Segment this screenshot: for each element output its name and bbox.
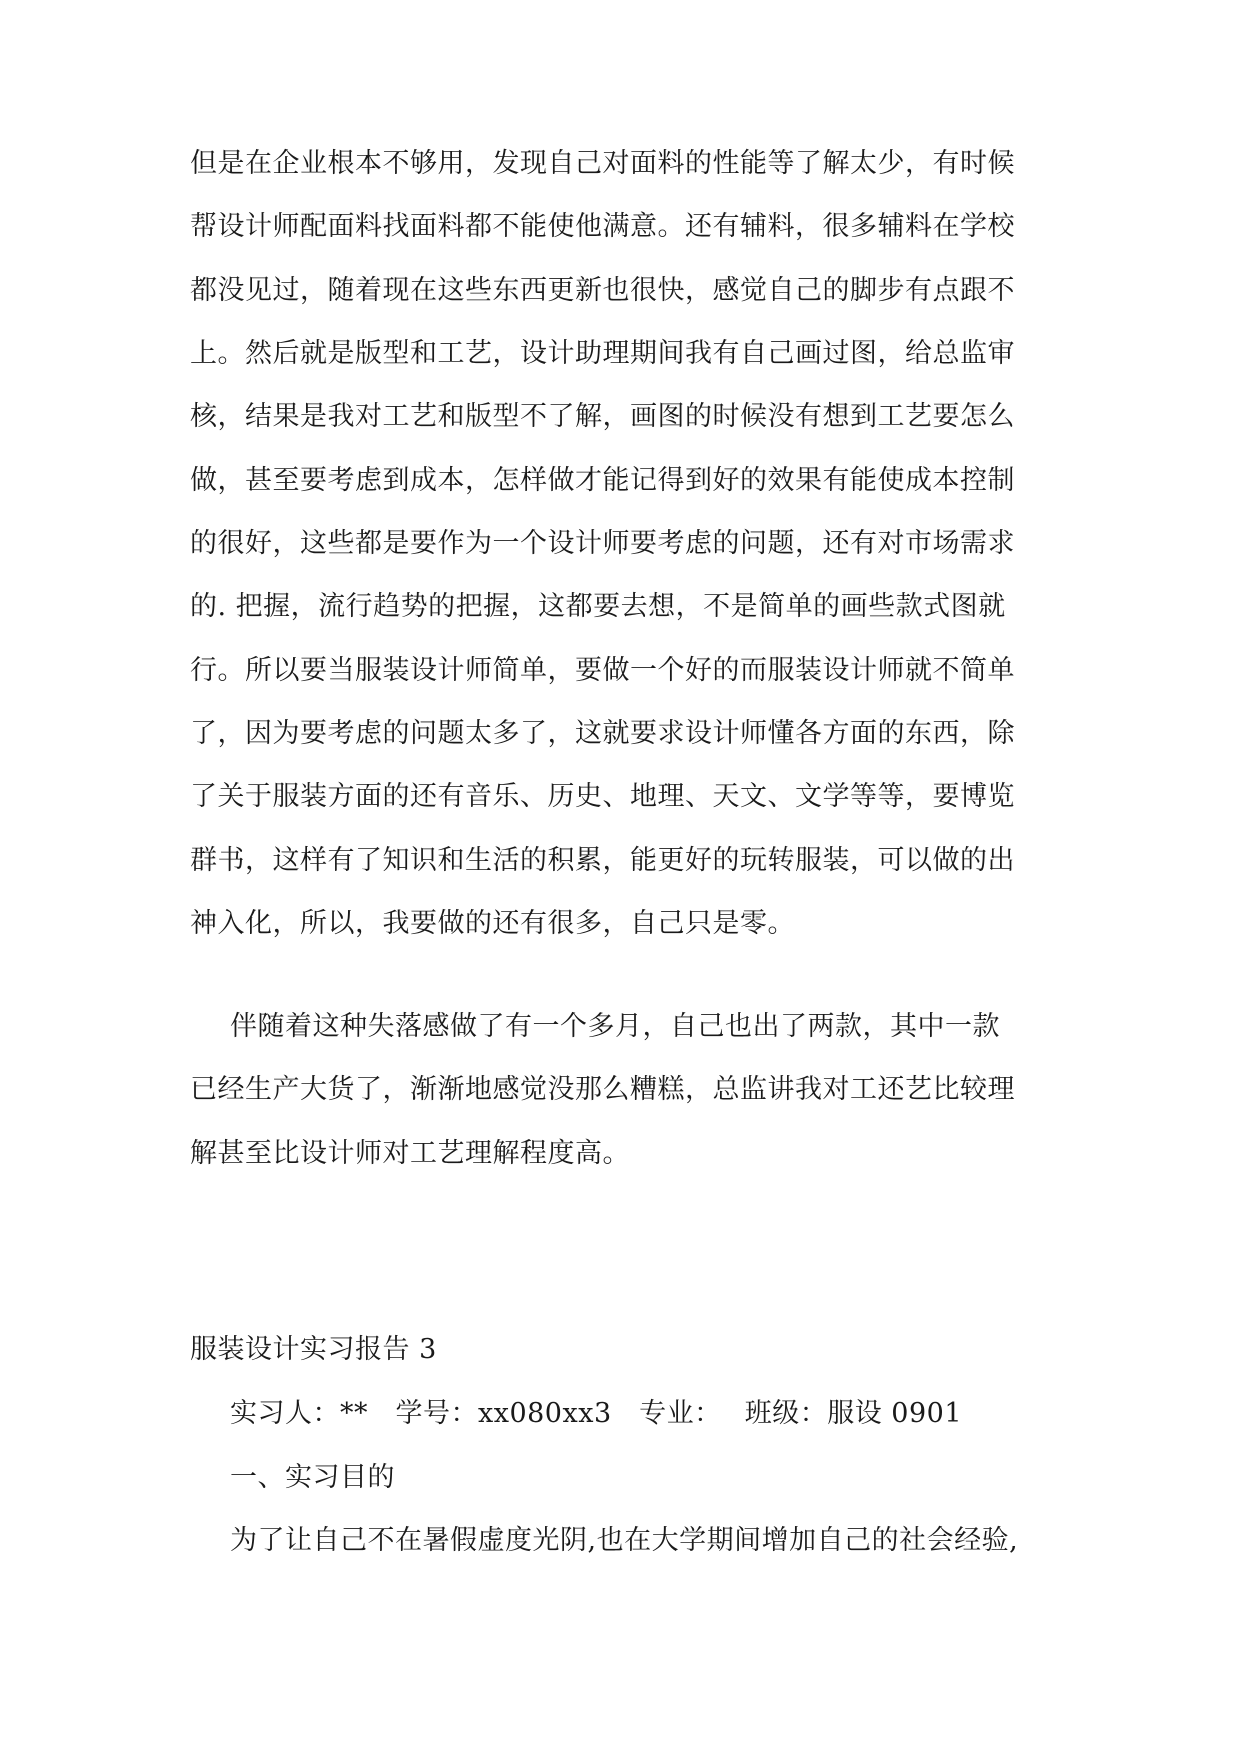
text-line: 了，因为要考虑的问题太多了，这就要求设计师懂各方面的东西，除: [190, 718, 1015, 749]
text-line: 群书，这样有了知识和生活的积累，能更好的玩转服装，可以做的出: [190, 845, 1015, 876]
text-line: 的. 把握，流行趋势的把握，这都要去想，不是简单的画些款式图就: [190, 591, 1006, 622]
text-line: 但是在企业根本不够用，发现自己对面料的性能等了解太少，有时候: [190, 148, 1015, 179]
text-line: 伴随着这种失落感做了有一个多月，自己也出了两款，其中一款: [230, 1011, 1000, 1042]
text-line: 了关于服装方面的还有音乐、历史、地理、天文、文学等等，要博览: [190, 781, 1015, 812]
text-line: 神入化，所以，我要做的还有很多，自己只是零。: [190, 908, 795, 939]
report-title: 服装设计实习报告 3: [190, 1334, 437, 1365]
text-line: 核，结果是我对工艺和版型不了解，画图的时候没有想到工艺要怎么: [190, 401, 1015, 432]
section-heading: 一、实习目的: [230, 1462, 395, 1493]
text-line: 行。所以要当服装设计师简单，要做一个好的而服装设计师就不简单: [190, 655, 1015, 686]
text-line: 做，甚至要考虑到成本，怎样做才能记得到好的效果有能使成本控制: [190, 465, 1015, 496]
text-line: 都没见过，随着现在这些东西更新也很快，感觉自己的脚步有点跟不: [190, 275, 1015, 306]
text-line: 已经生产大货了，渐渐地感觉没那么糟糕，总监讲我对工还艺比较理: [190, 1074, 1015, 1105]
report-info-line: 实习人：** 学号：xx080xx3 专业： 班级：服设 0901: [230, 1398, 962, 1429]
text-line: 上。然后就是版型和工艺，设计助理期间我有自己画过图，给总监审: [190, 338, 1015, 369]
text-line: 的很好，这些都是要作为一个设计师要考虑的问题，还有对市场需求: [190, 528, 1015, 559]
text-line: 为了让自己不在暑假虚度光阴,也在大学期间增加自己的社会经验,: [230, 1525, 1019, 1556]
text-line: 帮设计师配面料找面料都不能使他满意。还有辅料，很多辅料在学校: [190, 211, 1015, 242]
text-line: 解甚至比设计师对工艺理解程度高。: [190, 1138, 630, 1169]
